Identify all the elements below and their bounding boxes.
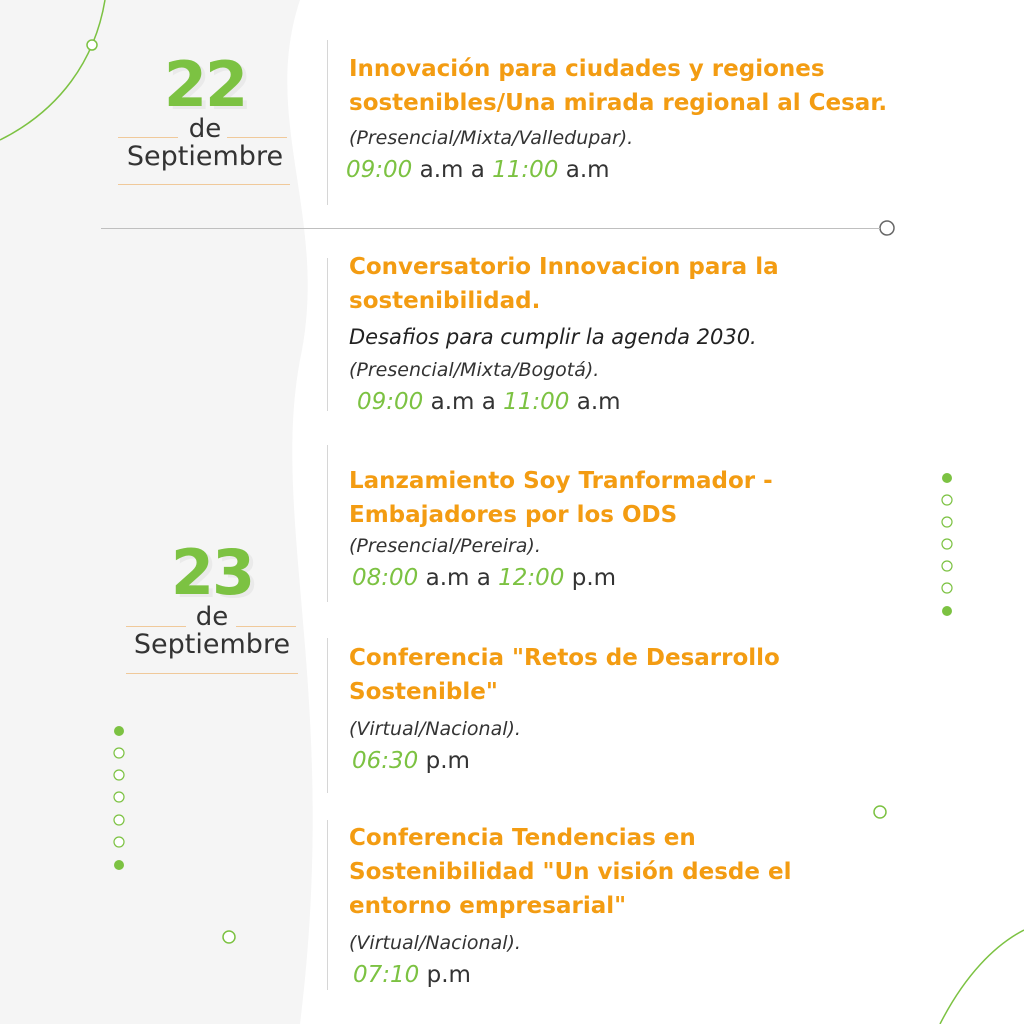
date-de: de: [188, 114, 222, 144]
event-mode: (Virtual/Nacional).: [349, 932, 521, 954]
event-title: Innovación para ciudades y regiones: [349, 56, 825, 82]
event-title: Conferencia Tendencias en: [349, 825, 696, 851]
date-underline: [126, 626, 186, 627]
event-title: Conversatorio Innovacion para la: [349, 254, 779, 280]
event-item: [349, 641, 780, 777]
event-mode: (Virtual/Nacional).: [349, 718, 521, 740]
divider-end-circle: [880, 221, 894, 235]
date-de: de: [195, 602, 229, 632]
date-month: Septiembre: [133, 629, 291, 660]
event-title: Sostenibilidad "Un visión desde el: [349, 859, 792, 885]
event-item: [349, 464, 773, 594]
date-day: 22: [163, 48, 247, 121]
date-underline: [236, 626, 296, 627]
event-title: sostenibilidad.: [349, 288, 541, 314]
event-item: [349, 250, 779, 418]
date-underline: [227, 137, 287, 138]
timeline-segment: [327, 638, 328, 793]
event-item: [346, 52, 888, 186]
timeline-segment: [327, 445, 328, 602]
event-time: 08:00 a.m a 12:00 p.m: [352, 565, 617, 591]
event-title: Sostenible": [349, 679, 498, 705]
date-block-22: [110, 48, 300, 172]
event-item: [349, 821, 791, 991]
date-underline: [118, 137, 178, 138]
event-mode: (Presencial/Mixta/Bogotá).: [349, 359, 600, 381]
event-mode: (Presencial/Mixta/Valledupar).: [349, 127, 634, 149]
event-subtitle: Desafios para cumplir la agenda 2030.: [349, 325, 757, 349]
date-block-23: [117, 536, 307, 660]
timeline-segment: [327, 40, 328, 205]
timeline-segment: [327, 258, 328, 411]
timeline-segment: [327, 820, 328, 990]
event-mode: (Presencial/Pereira).: [349, 535, 541, 557]
date-underline: [126, 673, 298, 674]
date-month: Septiembre: [126, 141, 284, 172]
event-title: entorno empresarial": [349, 893, 627, 919]
event-title: sostenibles/Una mirada regional al Cesar.: [349, 90, 888, 116]
dots-column-right: [942, 473, 952, 616]
date-day: 23: [170, 536, 254, 609]
event-title: Lanzamiento Soy Tranformador -: [349, 468, 773, 494]
event-title: Conferencia "Retos de Desarrollo: [349, 645, 780, 671]
event-time: 07:10 p.m: [353, 962, 471, 988]
event-time: 09:00 a.m a 11:00 a.m: [357, 389, 621, 415]
event-title: Embajadores por los ODS: [349, 502, 678, 528]
event-time: 09:00 a.m a 11:00 a.m: [346, 157, 610, 183]
day-divider: [101, 228, 880, 229]
date-underline: [118, 184, 290, 185]
event-time: 06:30 p.m: [352, 748, 470, 774]
